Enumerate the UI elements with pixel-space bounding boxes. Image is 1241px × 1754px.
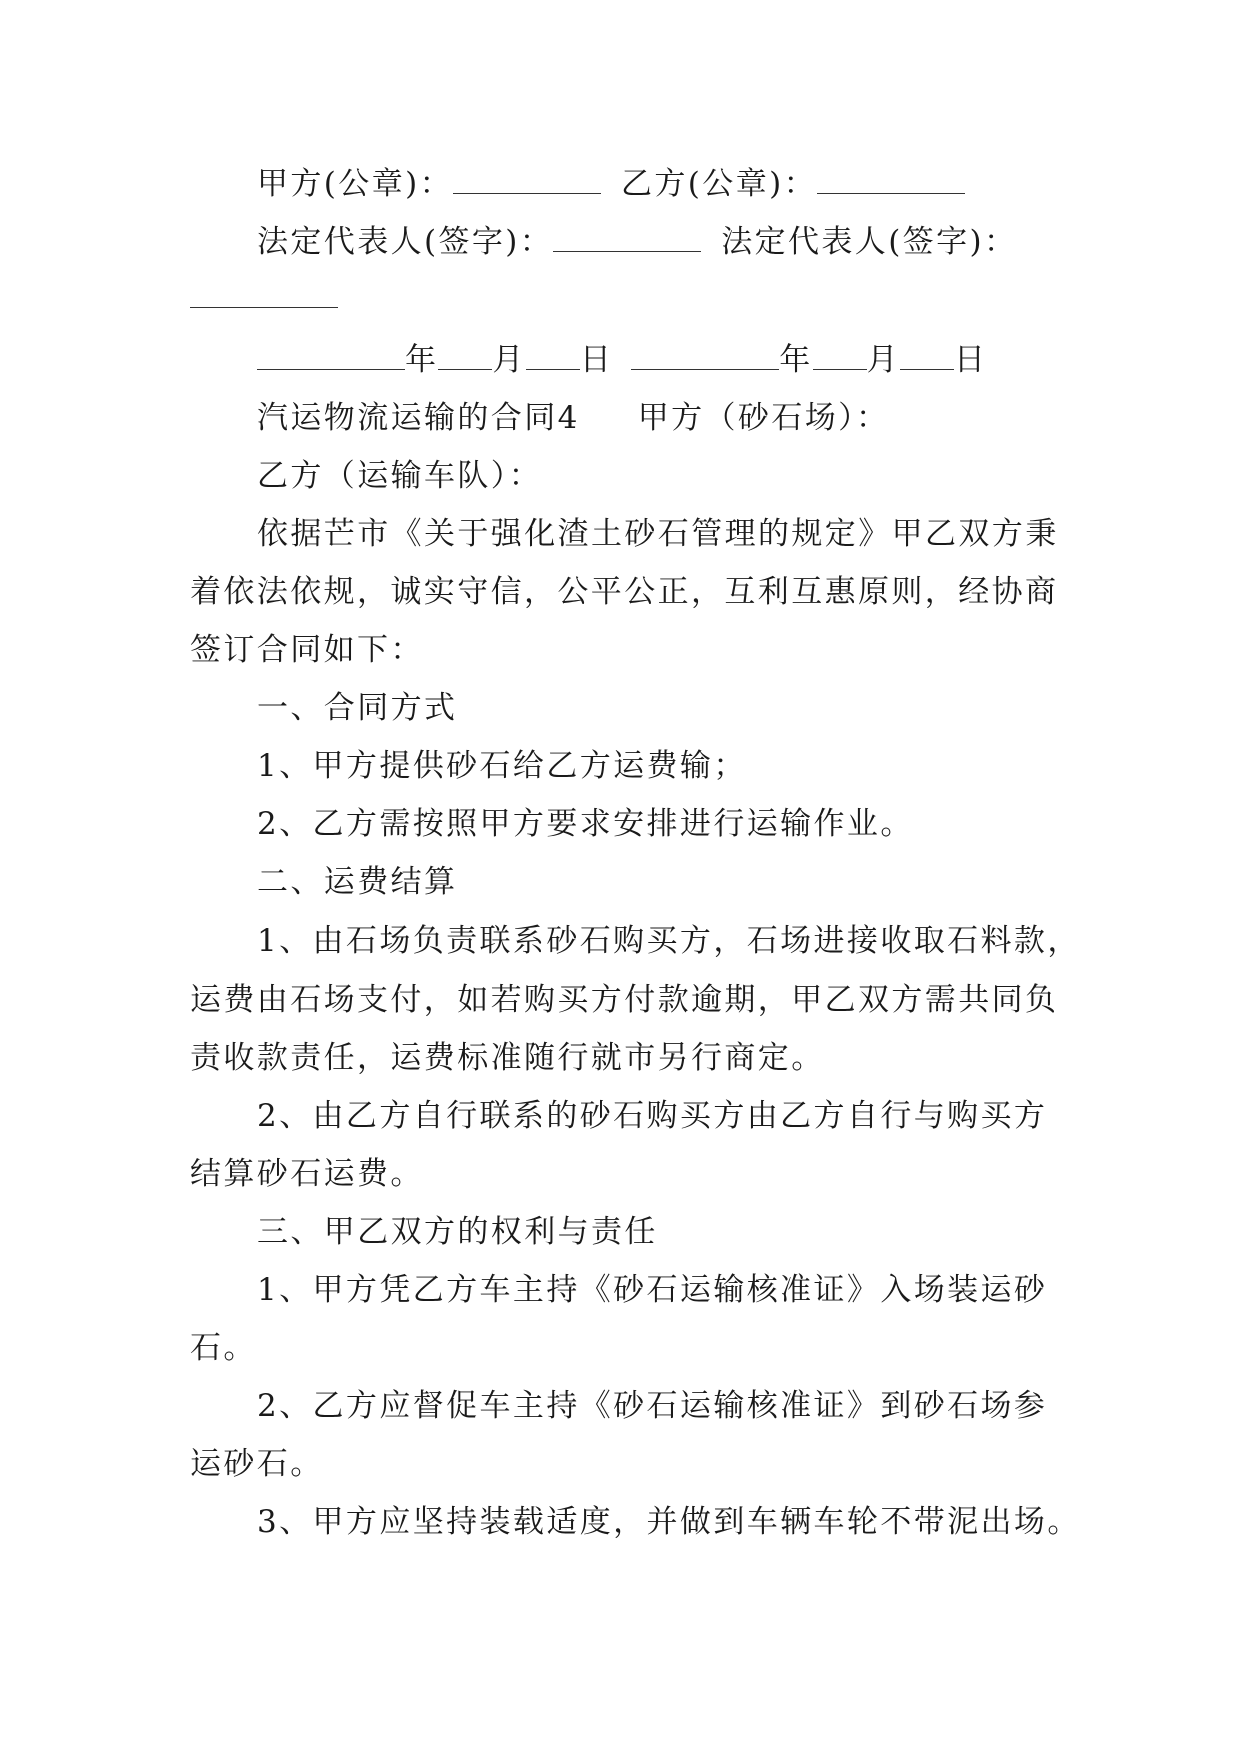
clause-line: 3、甲方应坚持装载适度，并做到车辆车轮不带泥出场。 <box>257 1504 1081 1540</box>
date-a-month-label: 月 <box>492 342 526 378</box>
contract-title: 汽运物流运输的合同4 <box>257 400 580 436</box>
date-line <box>257 340 1137 380</box>
party-a-seal-label: 甲方(公章)： <box>257 166 453 202</box>
clause-line: 责收款责任，运费标准随行就市另行商定。 <box>190 1040 825 1076</box>
date-b-month-blank <box>813 341 867 370</box>
clause-line: 2、乙方需按照甲方要求安排进行运输作业。 <box>257 806 914 842</box>
clause-line: 结算砂石运费。 <box>190 1156 424 1192</box>
date-a-day-blank <box>526 341 580 370</box>
legal-rep-b-blank-line <box>190 278 1070 318</box>
party-b-name: 乙方（运输车队）： <box>257 458 543 494</box>
party-b-seal-label: 乙方(公章)： <box>621 166 817 202</box>
section-heading: 三、甲乙双方的权利与责任 <box>257 1214 658 1250</box>
date-a-day-label: 日 <box>579 342 614 378</box>
clause-line: 1、甲方提供砂石给乙方运费输； <box>257 748 747 784</box>
date-b-month-label: 月 <box>866 342 901 378</box>
clause-line: 1、由石场负责联系砂石购买方，石场进接收取石料款， <box>257 923 1081 959</box>
preamble-line: 签订合同如下： <box>190 632 424 668</box>
clause-line: 1、甲方凭乙方车主持《砂石运输核准证》入场装运砂 <box>257 1272 1048 1308</box>
legal-rep-a-blank <box>553 223 701 252</box>
section-heading: 二、运费结算 <box>257 864 458 900</box>
clause-line: 2、乙方应督促车主持《砂石运输核准证》到砂石场参 <box>257 1388 1048 1424</box>
legal-rep-b-label: 法定代表人(签字)： <box>721 224 1018 260</box>
date-a-month-blank <box>438 341 492 370</box>
party-a-seal-blank <box>453 165 601 194</box>
preamble-line: 依据芒市《关于强化渣土砂石管理的规定》甲乙双方秉 <box>257 516 1059 552</box>
preamble-line: 着依法依规，诚实守信，公平公正，互利互惠原则，经协商 <box>190 574 1059 610</box>
clause-line: 运费由石场支付，如若购买方付款逾期，甲乙双方需共同负 <box>190 982 1059 1018</box>
date-b-day-blank <box>900 341 954 370</box>
title-line <box>257 398 1137 438</box>
date-a-year-blank <box>257 341 405 370</box>
legal-rep-line <box>257 222 1137 262</box>
legal-rep-a-label: 法定代表人(签字)： <box>257 224 554 260</box>
date-b-day-label: 日 <box>954 342 988 378</box>
date-a-year-label: 年 <box>405 342 439 378</box>
party-a-name: 甲方（砂石场）： <box>637 400 890 436</box>
clause-line: 石。 <box>190 1330 257 1366</box>
section-heading: 一、合同方式 <box>257 690 458 726</box>
party-b-seal-blank <box>817 165 965 194</box>
legal-rep-b-blank <box>190 279 338 308</box>
date-b-year-label: 年 <box>779 342 813 378</box>
clause-line: 2、由乙方自行联系的砂石购买方由乙方自行与购买方 <box>257 1098 1048 1134</box>
date-b-year-blank <box>631 341 779 370</box>
seal-line <box>257 164 1137 204</box>
clause-line: 运砂石。 <box>190 1446 324 1482</box>
party-b-line <box>257 456 1137 496</box>
